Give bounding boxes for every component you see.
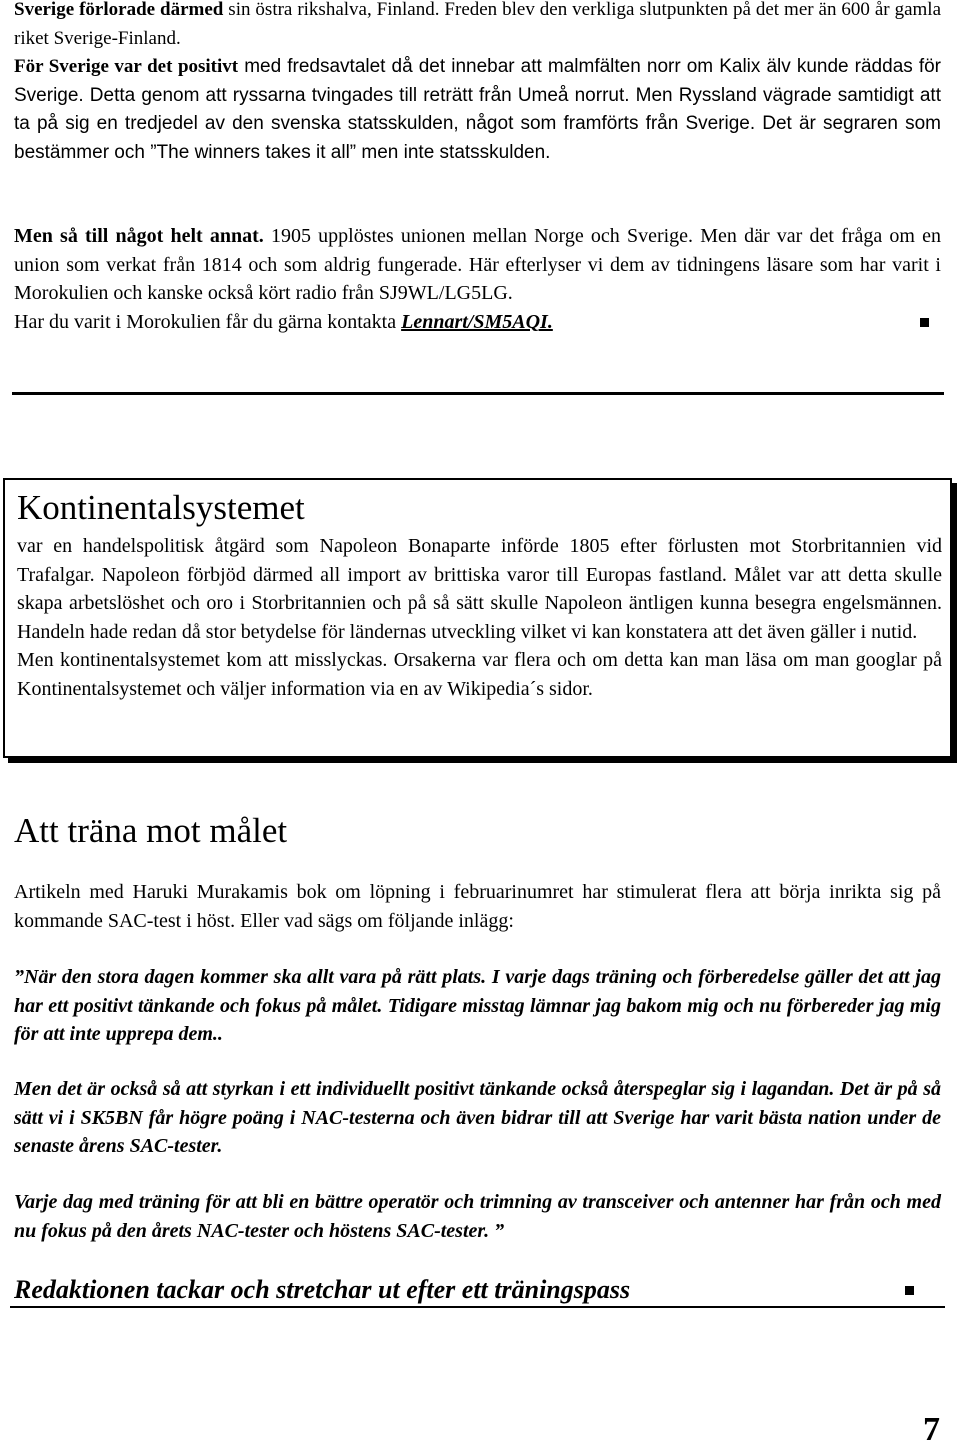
info-box-paragraph-1: var en handelspolitisk åtgärd som Napoleon Bonaparte införde 1805 efter förlusten mot Storbritannien vid Trafalgar. Napoleon förbjöd därmed all import av brittiska varor till Europas fastland. Målet var att detta skulle skapa arbetslöshet och oro i Storbritannien och på så sätt skulle Napoleon äntligen kunna besegra engelsmännen. Handeln hade redan då stor betydelse för ländernas utveckling vilket vi kan konstatera att det även gäller i nutid.	[17, 535, 942, 643]
quote-paragraph-3: Varje dag med träning för att bli en bättre operatör och trimning av transceiver och antenner har från och med nu fokus på den årets NAC-tester och höstens SAC-tester. ”	[14, 1191, 941, 1242]
article1-paragraph-1	[14, 0, 941, 53]
divider-line	[12, 392, 944, 395]
article1-lead-bold: Sverige förlorade därmed	[14, 0, 224, 20]
article1-text	[14, 0, 941, 167]
article1-paragraph-3	[14, 222, 941, 336]
info-box-paragraph-2: Men kontinentalsystemet kom att misslyckas. Orsakerna var flera och om detta kan man läsa om man googlar på Kontinentalsystemet och väljer information via en av Wikipedia´s sidor.	[17, 649, 942, 700]
info-box-body	[17, 532, 942, 703]
article1-contact-link[interactable]: Lennart/SM5AQI.	[401, 310, 553, 333]
article1-union-text: 1905 upplöstes unionen mellan Norge och Sverige. Men där var det fråga om en union som verkat från 1814 och som aldrig fungerade. Här efterlyser vi dem av tidningens läsare som har varit i Morokulien och kanske också kört radio från SJ9WL/LG5LG.	[14, 225, 941, 304]
info-box	[3, 478, 952, 758]
end-mark-icon	[920, 318, 929, 327]
end-mark-icon-2	[905, 1286, 914, 1295]
quote-paragraph-2: Men det är också så att styrkan i ett individuellt positivt tänkande också återspeglar sig i lagandan. Det är på så sätt vi i SK5BN får högre poäng i NAC-testerna och även bidrar till att Sverige har varit bästa nation under de senaste årens SAC-tester.	[14, 1078, 941, 1157]
article1-contact-text: Har du varit i Morokulien får du gärna kontakta	[14, 310, 402, 333]
signoff-line: Redaktionen tackar och stretchar ut efter ett träningspass	[14, 1275, 631, 1304]
article1-contact-paragraph	[14, 308, 941, 337]
article2-intro: Artikeln med Haruki Murakamis bok om löpning i februarinumret har stimulerat flera att börja inrikta sig på kommande SAC-test i höst. Eller vad sägs om följande inlägg:	[14, 881, 941, 932]
quote-paragraph-1: ”När den stora dagen kommer ska allt vara på rätt plats. I varje dags träning och förberedelse gäller det att jag har ett positivt tänkande och fokus på målet. Tidigare misstag lämnar jag bakom mig och nu förbereder jag mig för att inte upprepa dem..	[14, 966, 941, 1045]
page-number: 7	[923, 1411, 940, 1448]
info-box-title: Kontinentalsystemet	[17, 488, 305, 527]
article1-union-paragraph	[14, 222, 941, 308]
divider-line-2	[10, 1306, 945, 1308]
article1-paragraph-2	[14, 53, 941, 167]
article1-positive-bold: För Sverige var det positivt	[14, 56, 239, 77]
article1-union-bold: Men så till något helt annat.	[14, 225, 264, 247]
article1-positive-text: med fredsavtalet då det innebar att malmfälten norr om Kalix älv kunde räddas för Sverige. Detta genom att ryssarna tvingades till reträtt från Umeå norrut. Men Ryssland vägrade samtidigt att ta på sig en tredjedel av den svenska statsskulden, något som framförts från Sverige. Det är segraren som bestämmer och ”The winners takes it all” men inte statsskulden.	[14, 56, 942, 163]
article2-title: Att träna mot målet	[14, 811, 288, 850]
article1-lead-text: sin östra rikshalva, Finland. Freden blev den verkliga slutpunkten på det mer än 600 år gamla riket Sverige-Finland.	[14, 0, 941, 49]
